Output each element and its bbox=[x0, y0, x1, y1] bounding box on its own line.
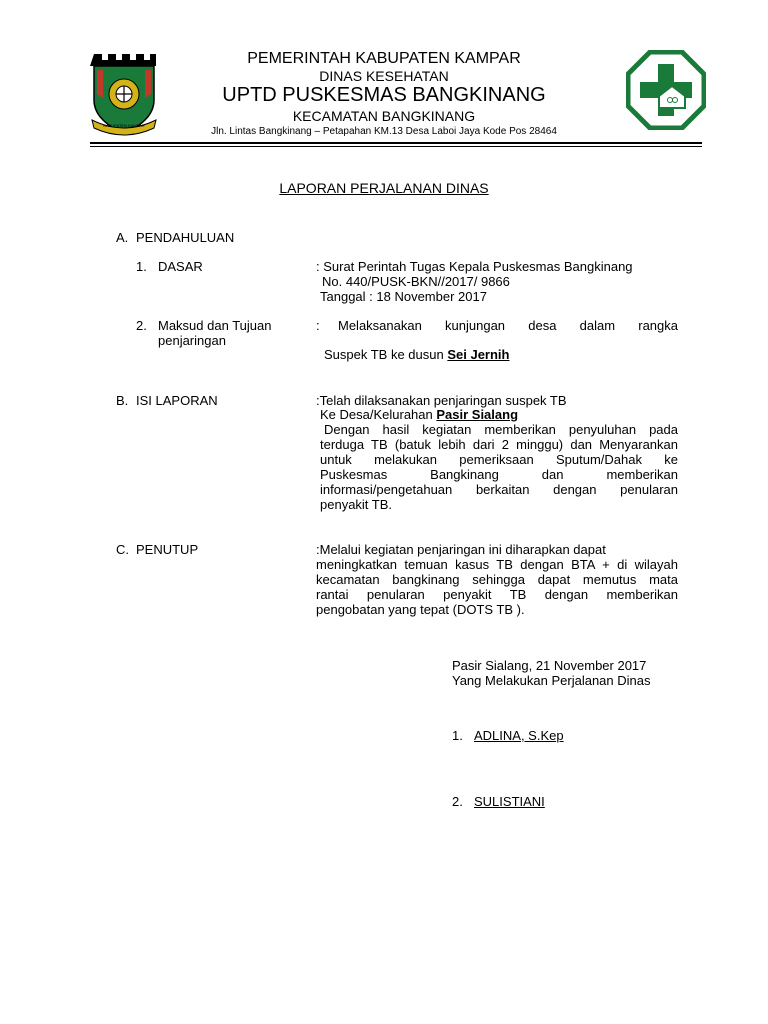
isi-para-1: Dengan hasil kegiatan memberikan penyuluhan pada bbox=[324, 422, 678, 437]
section-a-heading: PENDAHULUAN bbox=[136, 230, 235, 245]
item-2-label-line-1: Maksud dan Tujuan bbox=[158, 318, 272, 333]
isi-para-5: informasi/pengetahuan berkaitan dengan penularan bbox=[320, 482, 678, 497]
header-district: KECAMATAN BANGKINANG bbox=[292, 108, 476, 124]
dasar-line-1: : Surat Perintah Tugas Kepala Puskesmas Bangkinang bbox=[316, 259, 633, 274]
signer-2-number: 2. bbox=[452, 794, 463, 809]
isi-para-3: untuk melakukan pemeriksaan Sputum/Dahak ke bbox=[320, 452, 678, 467]
maksud-line-1: Melaksanakan kunjungan desa dalam rangka bbox=[338, 318, 678, 333]
section-b-heading: ISI LAPORAN bbox=[136, 393, 218, 408]
section-c-heading: PENUTUP bbox=[136, 542, 199, 557]
header-divider-thin bbox=[90, 146, 702, 147]
section-a-letter: A. bbox=[116, 230, 129, 245]
kelurahan-name: Pasir Sialang bbox=[436, 407, 519, 422]
signature-role: Yang Melakukan Perjalanan Dinas bbox=[452, 673, 651, 688]
maksud-line-2 bbox=[324, 347, 509, 362]
dasar-line-3: Tanggal : 18 November 2017 bbox=[320, 289, 487, 304]
item-1-number: 1. bbox=[136, 259, 147, 274]
isi-para-2: terduga TB (batuk lebih dari 2 minggu) dan Menyarankan bbox=[320, 437, 678, 452]
dasar-line-2: No. 440/PUSK-BKN//2017/ 9866 bbox=[322, 274, 510, 289]
penutup-line-1: :Melalui kegiatan penjaringan ini diharapkan dapat bbox=[316, 542, 606, 557]
header-government: PEMERINTAH KABUPATEN KAMPAR bbox=[247, 50, 521, 67]
isi-line-2-text: Ke Desa/Kelurahan bbox=[320, 407, 437, 422]
isi-line-2 bbox=[320, 407, 518, 422]
signer-1-number: 1. bbox=[452, 728, 463, 743]
signer-1-name: ADLINA, S.Kep bbox=[474, 728, 564, 743]
header-agency: DINAS KESEHATAN bbox=[319, 68, 449, 84]
header-institution: UPTD PUSKESMAS BANGKINANG bbox=[222, 84, 546, 106]
dusun-name: Sei Jernih bbox=[447, 347, 510, 362]
item-2-colon: : bbox=[316, 318, 320, 333]
isi-para-4: Puskesmas Bangkinang dan memberikan bbox=[320, 467, 678, 482]
logo-banner-text: KABUPATEN KAMPAR bbox=[103, 123, 145, 128]
penutup-line-5: pengobatan yang tepat (DOTS TB ). bbox=[316, 602, 525, 617]
item-2-label-line-2: penjaringan bbox=[158, 333, 226, 348]
section-c-letter: C. bbox=[116, 542, 129, 557]
item-1-label: DASAR bbox=[158, 259, 203, 274]
penutup-line-4: rantai penularan penyakit TB dengan memberikan bbox=[316, 587, 678, 602]
penutup-line-2: meningkatkan temuan kasus TB dengan BTA + di wilayah bbox=[316, 557, 678, 572]
signature-place-date: Pasir Sialang, 21 November 2017 bbox=[452, 658, 647, 673]
maksud-line-2-text: Suspek TB ke dusun bbox=[324, 347, 448, 362]
section-b-letter: B. bbox=[116, 393, 129, 408]
isi-line-1: :Telah dilaksanakan penjaringan suspek TB bbox=[316, 393, 567, 408]
isi-para-6: penyakit TB. bbox=[320, 497, 393, 512]
header-address: Jln. Lintas Bangkinang – Petapahan KM.13 Desa Laboi Jaya Kode Pos 28464 bbox=[211, 126, 557, 137]
document-title: LAPORAN PERJALANAN DINAS bbox=[279, 180, 489, 196]
signer-2-name: SULISTIANI bbox=[474, 794, 545, 809]
header-divider-thick bbox=[90, 142, 702, 144]
item-2-number: 2. bbox=[136, 318, 147, 333]
penutup-line-3: kecamatan bangkinang sehingga dapat memutus mata bbox=[316, 572, 678, 587]
